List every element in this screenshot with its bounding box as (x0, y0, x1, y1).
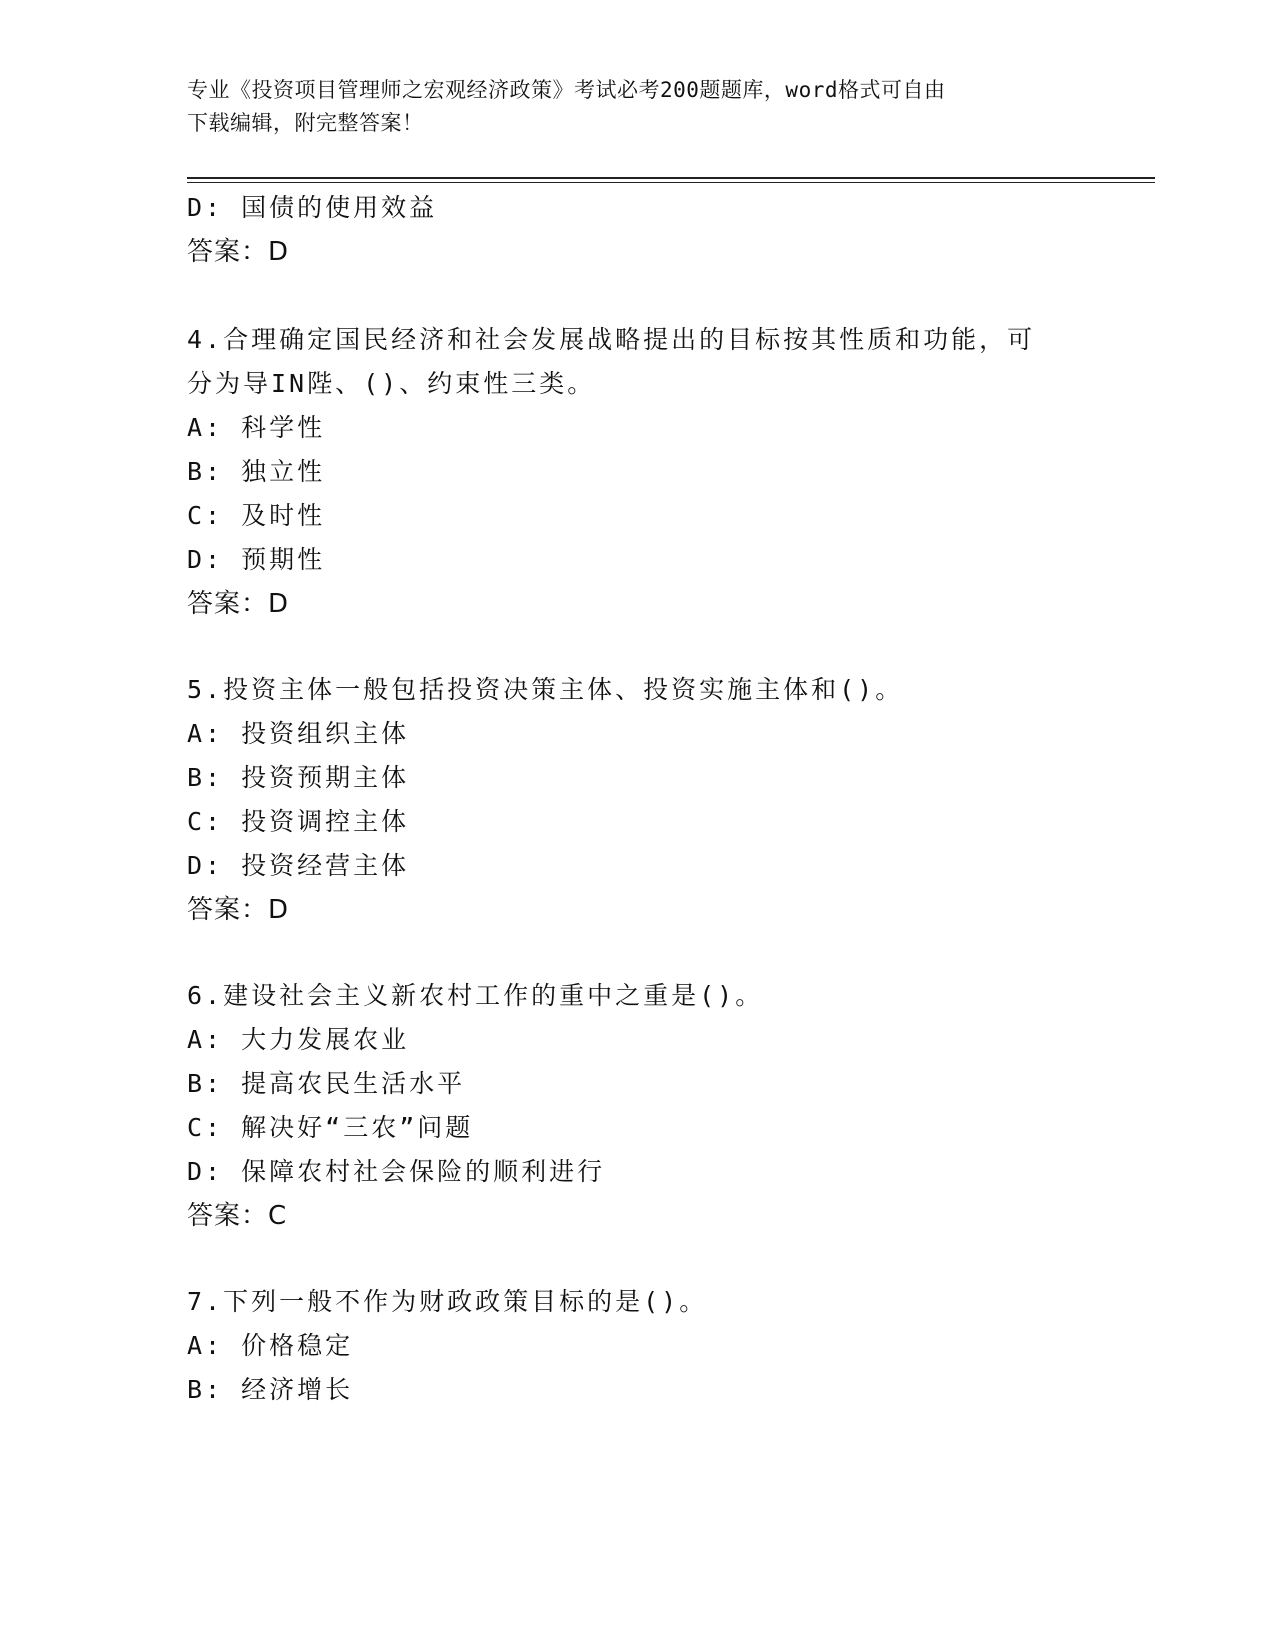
header-line-2: 下载编辑，附完整答案！ (187, 111, 424, 135)
document-header (187, 74, 1087, 140)
q6-option-b: B: 提高农民生活水平 (187, 1069, 466, 1098)
q7-stem: 7.下列一般不作为财政政策目标的是()。 (187, 1287, 708, 1316)
q6-answer: 答案：C (187, 1201, 288, 1231)
q5-stem: 5.投资主体一般包括投资决策主体、投资实施主体和()。 (187, 675, 904, 704)
header-divider-thick (187, 177, 1155, 179)
q3-answer: 答案：D (187, 237, 290, 267)
q6-option-c: C: 解决好“三农”问题 (187, 1113, 474, 1142)
q7-option-b: B: 经济增长 (187, 1375, 354, 1404)
q4-option-c: C: 及时性 (187, 501, 326, 530)
q5-option-b: B: 投资预期主体 (187, 763, 410, 792)
q5-option-a: A: 投资组织主体 (187, 719, 410, 748)
q5-option-c: C: 投资调控主体 (187, 807, 410, 836)
q4-option-a: A: 科学性 (187, 413, 326, 442)
header-line-1: 专业《投资项目管理师之宏观经济政策》考试必考200题题库，word格式可自由 (187, 78, 946, 102)
q5-option-d: D: 投资经营主体 (187, 851, 410, 880)
q4-stem-line1: 4.合理确定国民经济和社会发展战略提出的目标按其性质和功能，可 (187, 325, 1036, 354)
q4-answer: 答案：D (187, 589, 290, 619)
q6-option-d: D: 保障农村社会保险的顺利进行 (187, 1157, 606, 1186)
q4-stem-line2: 分为导IN陛、()、约束性三类。 (187, 369, 596, 398)
q4-option-b: B: 独立性 (187, 457, 326, 486)
q6-stem: 6.建设社会主义新农村工作的重中之重是()。 (187, 981, 764, 1010)
q6-option-a: A: 大力发展农业 (187, 1025, 410, 1054)
header-divider-thin (187, 182, 1155, 183)
q7-option-a: A: 价格稳定 (187, 1331, 354, 1360)
q3-option-d: D: 国债的使用效益 (187, 193, 438, 222)
q4-option-d: D: 预期性 (187, 545, 326, 574)
q5-answer: 答案：D (187, 895, 290, 925)
